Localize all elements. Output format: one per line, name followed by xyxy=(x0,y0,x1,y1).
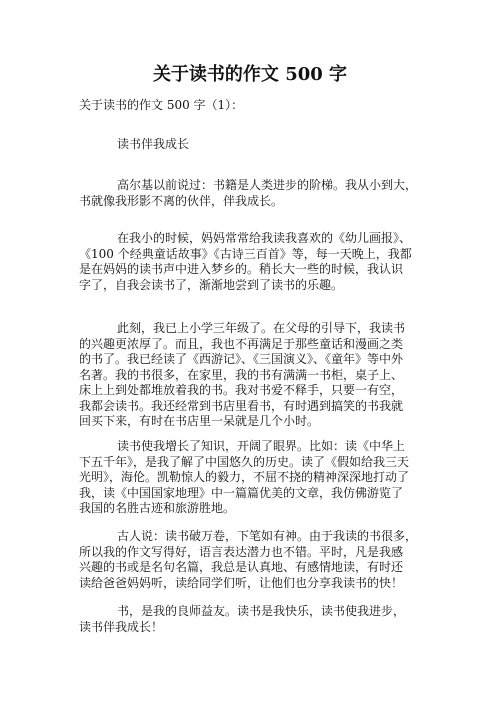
paragraph-line: 此刻，我已上小学三年级了。在父母的引导下，我读书 xyxy=(117,321,406,335)
paragraph-line: 在我小的时候，妈妈常常给我读我喜欢的《幼儿画报》、 xyxy=(117,231,412,245)
paragraph-line: 床上上到处都堆放着我的书。我对书爱不释手，只要一有空， xyxy=(79,383,404,397)
paragraph-line: 古人说：读书破万卷，下笔如有神。由于我读的书很多， xyxy=(117,529,418,543)
paragraph-line: 我都会读书。我还经常到书店里看书，有时遇到搞笑的书我就 xyxy=(79,398,404,413)
paragraph-line: 我，读《中国国家地理》中一篇篇优美的文章，我仿佛游览了 xyxy=(79,485,404,500)
paragraph-line: 名著。我的书很多，在家里，我的书有满满一书柜，桌子上、 xyxy=(79,367,404,382)
paragraph-line: 高尔基以前说过：书籍是人类进步的阶梯。我从小到大， xyxy=(117,178,418,192)
paragraph-5 xyxy=(79,529,429,591)
paragraph-line: 书，是我的良师益友。读书是我快乐，读书使我进步， xyxy=(117,604,406,618)
document-title: 关于读书的作文 500 字 xyxy=(152,64,348,85)
paragraph-1 xyxy=(79,178,429,209)
paragraph-line: 的书了。我已经读了《西游记》、《三国演义》、《童年》等中外 xyxy=(79,352,404,366)
paragraph-line: 我国的名胜古迹和旅游胜地。 xyxy=(79,501,236,515)
paragraph-line: 读书使我增长了知识，开阔了眼界。比如：读《中华上 xyxy=(117,439,406,453)
essay-title: 读书伴我成长 xyxy=(117,137,190,151)
paragraph-line: 所以我的作文写得好，语言表达潜力也不错。平时，凡是我感 xyxy=(79,544,404,559)
essay-subheading: 关于读书的作文 500 字（1）： xyxy=(79,98,244,112)
paragraph-line: 是在妈妈的读书声中进入梦乡的。稍长大一些的时候，我认识 xyxy=(79,262,404,276)
paragraph-line: 回买下来，有时在书店里一呆就是几个小时。 xyxy=(79,414,320,428)
paragraph-4 xyxy=(79,439,429,517)
paragraph-line: 读给爸爸妈妈听，读给同学们听，让他们也分享我读书的快！ xyxy=(79,575,404,590)
paragraph-line: 下五千年》，是我了解了中国悠久的历史。读了《假如给我三天 xyxy=(79,454,410,469)
paragraph-6 xyxy=(79,604,429,635)
paragraph-2 xyxy=(79,231,429,293)
paragraph-line: 读书伴我成长！ xyxy=(79,619,164,634)
paragraph-line: 兴趣的书或是名句名篇，我总是认真地、有感情地读，有时还 xyxy=(79,560,404,574)
paragraph-line: 字了，自我会读书了，渐渐地尝到了读书的乐趣。 xyxy=(79,277,344,292)
paragraph-line: 光明》，海伦。凯勒惊人的毅力，不屈不挠的精神深深地打动了 xyxy=(79,470,410,484)
paragraph-line: 《100 个经典童话故事》《古诗三百首》等，每一天晚上，我都 xyxy=(79,246,412,261)
paragraph-line: 书就像我形影不离的伙伴，伴我成长。 xyxy=(79,193,284,208)
paragraph-3 xyxy=(79,321,429,430)
paragraph-line: 的兴趣更浓厚了。而且，我也不再满足于那些童话和漫画之类 xyxy=(79,336,404,351)
